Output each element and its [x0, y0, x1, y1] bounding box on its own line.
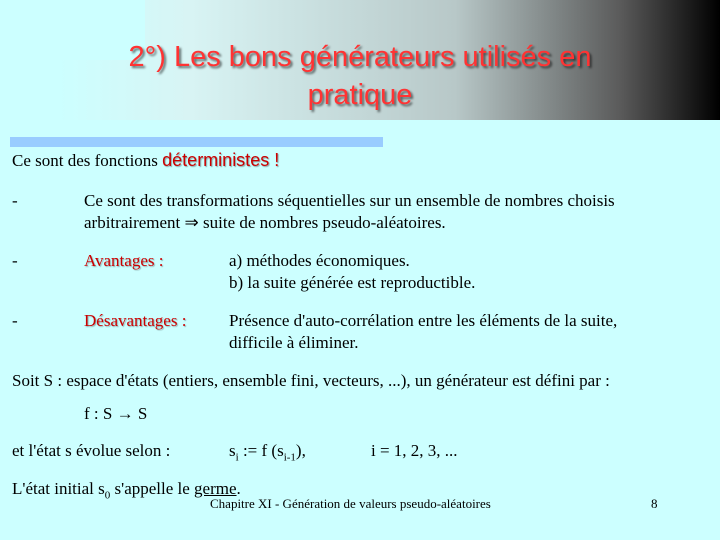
disadvantages-line2: difficile à éliminer.: [229, 333, 359, 352]
bullet-1-line2-a: arbitrairement: [84, 213, 185, 232]
evolution-formula: [229, 440, 306, 468]
formula-end: ),: [295, 441, 306, 460]
bullet-dash-2: -: [12, 251, 18, 270]
seed-sub: 0: [104, 489, 111, 502]
intro-line: [12, 149, 279, 172]
formula-mid: := f (s: [238, 441, 284, 460]
formula-s: s: [229, 441, 236, 460]
disadvantages-label: Désavantages :: [84, 311, 187, 330]
function-lhs: f : S: [84, 404, 117, 423]
advantages-item-b: b) la suite générée est reproductible.: [229, 273, 476, 292]
seed-text-b: s'appelle le: [110, 479, 195, 498]
formula-sub-i: i: [235, 451, 239, 464]
state-space-line: Soit S : espace d'états (entiers, ensemble fini, vecteurs, ...), un générateur est défini par :: [12, 371, 610, 390]
title-underline-bar: [10, 137, 383, 147]
intro-emphasis: déterministes !: [162, 150, 280, 170]
bullet-dash-1: -: [12, 191, 18, 210]
function-definition: [84, 403, 147, 425]
slide-title-line1: 2°) Les bons générateurs utilisés en: [128, 41, 592, 73]
seed-term: germe: [194, 479, 237, 498]
bullet-1-line2: [84, 212, 446, 234]
bullet-dash-3: -: [12, 311, 18, 330]
evolution-text: et l'état s évolue selon :: [12, 441, 171, 460]
seed-text-a: L'état initial s: [12, 479, 105, 498]
advantages-label: Avantages :: [84, 251, 164, 270]
implies-arrow-icon: ⇒: [184, 213, 199, 232]
function-rhs: S: [133, 404, 148, 423]
formula-sub-prev: i-1: [283, 451, 296, 464]
evolution-index-range: i = 1, 2, 3, ...: [371, 441, 458, 460]
disadvantages-line1: Présence d'auto-corrélation entre les éléments de la suite,: [229, 311, 618, 330]
maps-to-arrow-icon: →: [116, 404, 134, 423]
footer-page-number: 8: [651, 496, 658, 511]
bullet-1-line2-b: suite de nombres pseudo-aléatoires.: [198, 213, 446, 232]
slide-title-line2: pratique: [307, 79, 413, 111]
advantages-item-a: a) méthodes économiques.: [229, 251, 410, 270]
intro-text: Ce sont des fonctions: [12, 151, 163, 170]
seed-line: [12, 478, 241, 506]
footer-chapter: Chapitre XI - Génération de valeurs pseudo-aléatoires: [210, 496, 491, 511]
slide-title: [20, 38, 700, 114]
seed-text-c: .: [236, 479, 241, 498]
bullet-1-line1: Ce sont des transformations séquentielles sur un ensemble de nombres choisis: [84, 191, 615, 210]
